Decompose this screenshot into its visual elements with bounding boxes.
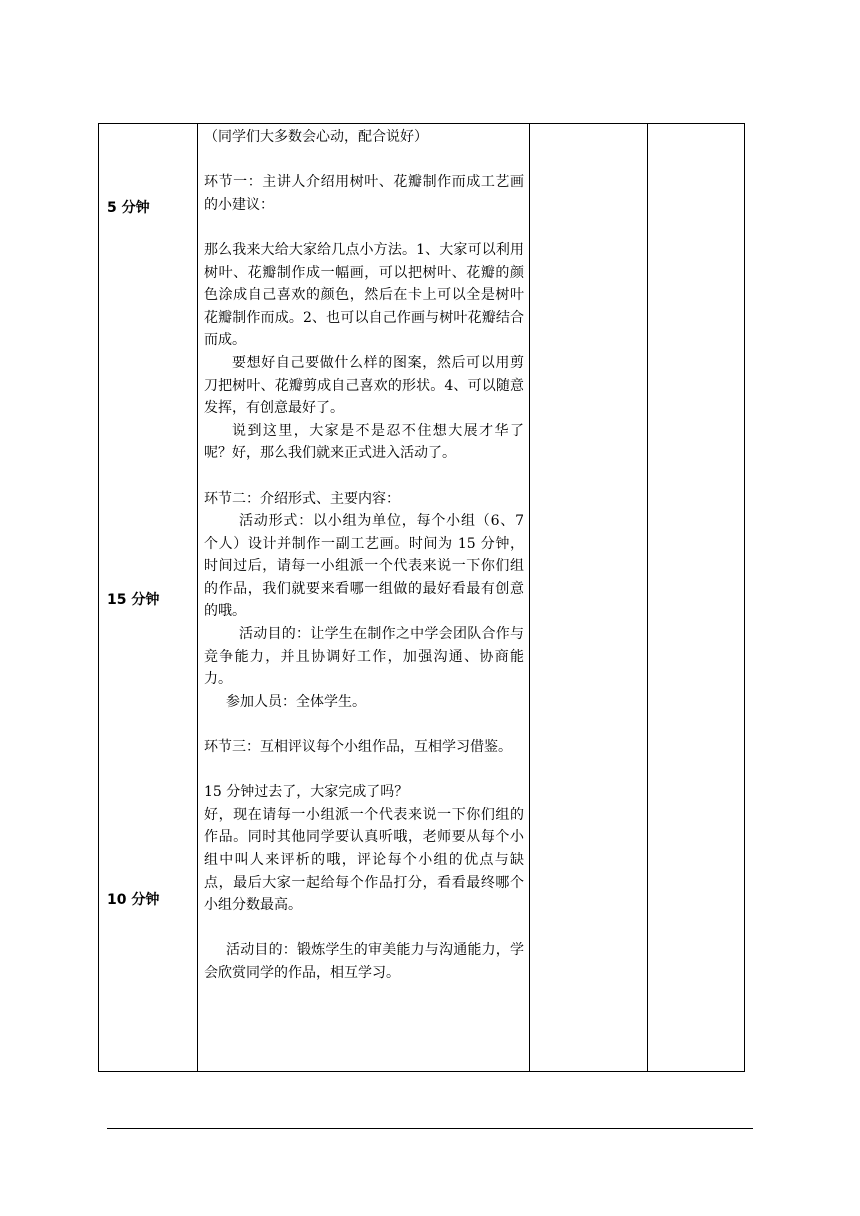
paragraph-methods: 那么我来大给大家给几点小方法。1、大家可以利用树叶、花瓣制作成一幅画，可以把树叶、花瓣的颜色涂成自己喜欢的颜色，然后在卡上可以全是树叶花瓣制作而成。2、也可以自己作画与树叶花瓣结合而成。 (204, 241, 524, 349)
footer-rule (107, 1128, 753, 1129)
empty-column-3 (530, 124, 648, 1072)
paragraph-section-two-title: 环节二：介绍形式、主要内容： (204, 490, 400, 507)
empty-column-4 (648, 124, 745, 1072)
paragraph-activity-form: 活动形式：以小组为单位，每个小组（6、7 个人）设计并制作一副工艺画。时间为 15 分钟，时间过后，请每一小组派一个代表来说一下你们组的作品，我们就要来看哪一组做的最好看最有创意的哦。 (204, 513, 524, 620)
time-label-10min: 10 分钟 (107, 892, 160, 908)
time-label-5min: 5 分钟 (107, 200, 150, 216)
paragraph-presentation: 好，现在请每一小组派一个代表来说一下你们组的作品。同时其他同学要认真听哦，老师要从每个小组中叫人来评析的哦，评论每个小组的优点与缺点，最后大家一起给每个作品打分，看看最终哪个小组分数最高。 (204, 806, 524, 914)
table-row (99, 124, 745, 1072)
paragraph-time-up: 15 分钟过去了，大家完成了吗？ (204, 784, 409, 801)
lesson-plan-table (98, 123, 745, 1072)
blank-line (204, 149, 524, 172)
content-text (204, 126, 524, 985)
paragraph-section-three-title: 环节三：互相评议每个小组作品，互相学习借鉴。 (204, 739, 512, 756)
content-column (198, 124, 530, 1072)
paragraph-activity-goal: 活动目的：让学生在制作之中学会团队合作与竞争能力，并且协调好工作，加强沟通、协商能力。 (204, 626, 524, 688)
paragraph-response: （同学们大多数会心动，配合说好） (204, 129, 428, 145)
paragraph-final-goal: 活动目的：锻炼学生的审美能力与沟通能力，学会欣赏同学的作品，相互学习。 (204, 942, 524, 981)
time-label-15min: 15 分钟 (107, 592, 160, 608)
blank-line (204, 216, 524, 239)
paragraph-section-one-title: 环节一：主讲人介绍用树叶、花瓣制作而成工艺画的小建议： (204, 174, 524, 213)
paragraph-design: 要想好自己要做什么样的图案，然后可以用剪刀把树叶、花瓣剪成自己喜欢的形状。4、可以随意发挥，有创意最好了。 (204, 354, 524, 417)
paragraph-transition: 说到这里，大家是不是忍不住想大展才华了呢？好，那么我们就来正式进入活动了。 (204, 422, 524, 462)
blank-line (204, 759, 524, 782)
blank-line (204, 917, 524, 940)
blank-line (204, 713, 524, 736)
blank-line (204, 465, 524, 488)
time-column (99, 124, 198, 1072)
paragraph-participants: 参加人员：全体学生。 (226, 693, 366, 710)
